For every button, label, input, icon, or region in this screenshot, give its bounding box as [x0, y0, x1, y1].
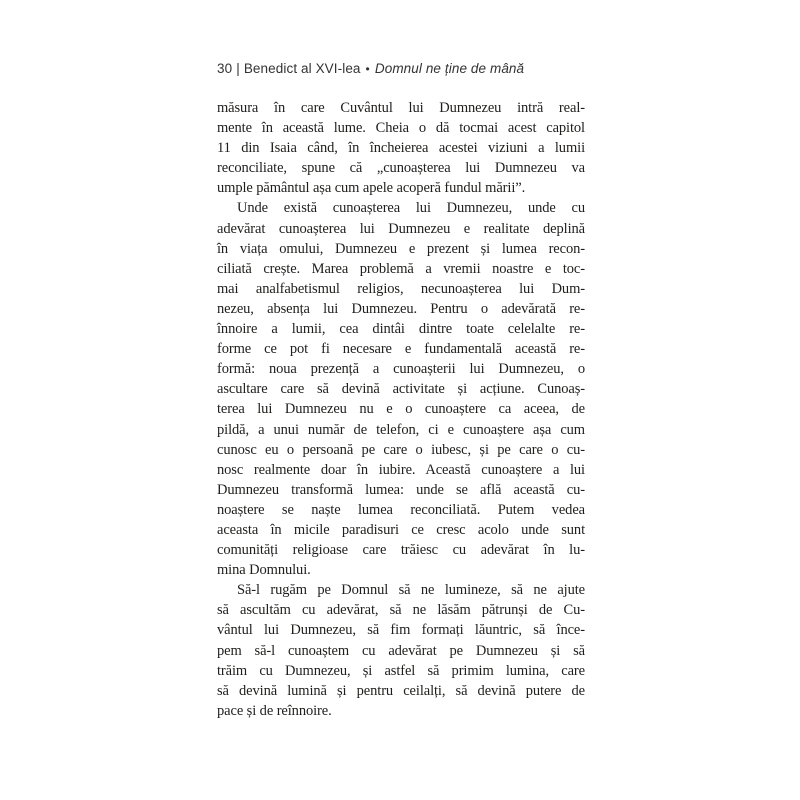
text-line: mente în această lume. Cheia o dă tocmai acest capitol: [217, 120, 585, 137]
text-line: ciliată crește. Marea problemă a vremii noastre e toc-: [217, 260, 585, 277]
paragraph: [217, 580, 585, 721]
text-line: terea lui Dumnezeu nu e o cunoaștere ca aceea, de: [217, 401, 585, 418]
text-line: forme ce pot fi necesare e fundamentală această re-: [217, 341, 585, 358]
paragraph: [217, 98, 585, 198]
page-number: 30: [217, 61, 233, 76]
text-line: nosc realmente doar în iubire. Această cunoaștere a lui: [217, 461, 585, 478]
text-line: să ascultăm cu adevărat, să ne lăsăm pătrunși de Cu-: [217, 602, 585, 619]
text-line: noaștere se naște lumea reconciliată. Putem vedea: [217, 501, 585, 518]
text-line: pace și de reînnoire.: [217, 702, 332, 719]
text-line: comunități religioase care trăiesc cu adevărat în lu-: [217, 542, 585, 559]
text-line: vântul lui Dumnezeu, să fim formați lăuntric, să înce-: [217, 622, 585, 639]
text-line: formă: noua prezență a cunoașterii lui Dumnezeu, o: [217, 361, 585, 378]
text-line: adevărat cunoașterea lui Dumnezeu e realitate deplină: [217, 220, 585, 237]
paragraph: [217, 198, 585, 580]
running-header: [217, 61, 524, 76]
header-bullet: •: [365, 62, 370, 76]
text-line: măsura în care Cuvântul lui Dumnezeu intră real-: [217, 100, 585, 116]
text-line: mai analfabetismul religios, necunoașterea lui Dum-: [217, 280, 585, 297]
text-line: aceasta în micile paradisuri ce cresc acolo unde sunt: [217, 521, 585, 538]
text-line: pildă, a unui număr de telefon, ci e cunoaștere așa cum: [217, 421, 585, 438]
text-line: mina Domnului.: [217, 562, 311, 579]
header-book-title: Domnul ne ține de mână: [374, 61, 525, 76]
text-line: cunosc eu o persoană pe care o iubesc, și pe care o cu-: [217, 441, 585, 458]
text-line: Să-l rugăm pe Domnul să ne lumineze, să ne ajute: [237, 582, 585, 599]
text-line: umple pământul așa cum apele acoperă fundul mării”.: [217, 180, 526, 197]
text-line: ascultare care să devină activitate și acțiune. Cunoaș-: [217, 381, 585, 398]
text-line: în viața omului, Dumnezeu e prezent și lumea recon-: [217, 240, 585, 257]
text-line: să devină lumină și pentru ceilalți, să devină putere de: [217, 682, 585, 699]
header-author: Benedict al XVI-lea: [243, 61, 361, 76]
text-line: 11 din Isaia când, în încheierea acestei viziuni a lumii: [217, 140, 585, 157]
text-line: înnoire a lumii, cea dintâi dintre toate celelalte re-: [217, 321, 585, 338]
text-line: pem să-l cunoaștem cu adevărat pe Dumnezeu și să: [217, 642, 585, 659]
text-line: nezeu, absența lui Dumnezeu. Pentru o adevărată re-: [217, 300, 585, 317]
text-line: reconciliate, spune că „cunoașterea lui Dumnezeu va: [217, 160, 585, 177]
text-line: trăim cu Dumnezeu, și astfel să primim lumina, care: [217, 662, 585, 679]
text-block: [217, 98, 585, 721]
text-line: Unde există cunoașterea lui Dumnezeu, unde cu: [237, 200, 585, 217]
text-line: Dumnezeu transformă lumea: unde se află această cu-: [217, 481, 585, 498]
header-divider: |: [236, 61, 240, 76]
